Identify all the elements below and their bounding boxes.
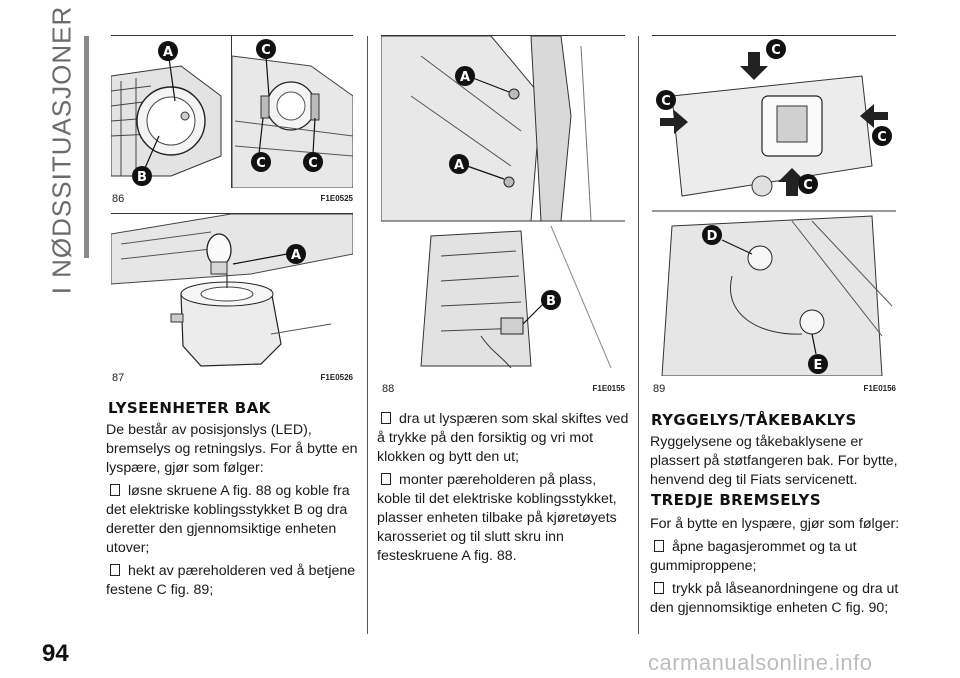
bullet-box-icon xyxy=(381,412,391,424)
fig86-caption xyxy=(112,193,353,207)
col1-bullet-1-text: løsne skruene A fig. 88 og koble fra det elektriske koblingsstykket B og dra deretter den gjennomsiktige enheten utover; xyxy=(106,483,350,556)
svg-text:A: A xyxy=(459,70,471,85)
figure-89 xyxy=(652,36,896,376)
page-number: 94 xyxy=(42,640,69,667)
col3-bullet-1 xyxy=(650,538,900,576)
fig87-code: F1E0526 xyxy=(320,373,353,382)
column-divider-2 xyxy=(638,36,639,634)
fig88-caption xyxy=(382,383,625,397)
col3-bullet-2-text: trykk på låseanordningene og dra ut den gjennomsiktige enheten C fig. 90; xyxy=(650,581,899,616)
svg-text:C: C xyxy=(256,156,266,171)
svg-text:B: B xyxy=(546,294,556,309)
figure-86 xyxy=(111,36,353,188)
svg-text:C: C xyxy=(771,43,781,58)
column-divider-1 xyxy=(367,36,368,634)
figure-86-illustration xyxy=(111,36,353,188)
col3-bullet-2 xyxy=(650,580,900,618)
section-side-title-text: I NØDSSITUASJONER xyxy=(46,5,77,295)
col1-bullet-2 xyxy=(106,562,358,600)
bullet-box-icon xyxy=(654,540,664,552)
fig86-number: 86 xyxy=(112,193,125,205)
svg-text:C: C xyxy=(661,94,671,109)
svg-text:A: A xyxy=(162,45,174,60)
col1-bullet-1 xyxy=(106,482,358,558)
section-side-bar xyxy=(84,36,89,258)
svg-text:C: C xyxy=(877,130,887,145)
figure-88-illustration xyxy=(381,36,625,368)
svg-text:D: D xyxy=(706,229,718,244)
bullet-box-icon xyxy=(110,484,120,496)
svg-text:C: C xyxy=(308,156,318,171)
svg-text:C: C xyxy=(261,43,271,58)
col1-text xyxy=(106,421,358,604)
watermark: carmanualsonline.info xyxy=(648,650,873,675)
figure-89-illustration xyxy=(652,36,896,376)
fig89-number: 89 xyxy=(653,383,666,395)
fig86-code: F1E0525 xyxy=(320,194,353,203)
svg-text:B: B xyxy=(137,170,147,185)
bullet-box-icon xyxy=(110,564,120,576)
col3-intro-2: For å bytte en lyspære, gjør som følger: xyxy=(650,516,900,532)
col2-bullet-2 xyxy=(377,471,629,566)
fig87-number: 87 xyxy=(112,372,125,384)
figure-88 xyxy=(381,36,625,368)
fig88-number: 88 xyxy=(382,383,395,395)
col3-para-1: Ryggelysene og tåkebaklysene er plassert på støtfangeren bak. For bytte, henvend deg til Fiats servicenett. xyxy=(650,434,898,488)
fig89-caption xyxy=(653,383,896,397)
fig87-caption xyxy=(112,372,353,386)
col3-heading-1: RYGGELYS/TÅKEBAKLYS xyxy=(651,411,857,429)
svg-text:A: A xyxy=(290,248,302,263)
col2-bullet-1 xyxy=(377,410,629,467)
col2-bullet-1-text: dra ut lyspæren som skal skiftes ved å trykke på den forsiktig og vri mot klokken og bytt den ut; xyxy=(377,411,629,465)
bullet-box-icon xyxy=(381,473,391,485)
col1-heading: LYSEENHETER BAK xyxy=(108,399,271,417)
col3-bullet-1-text: åpne bagasjerommet og ta ut gummiproppene; xyxy=(650,539,857,574)
col1-bullet-2-text: hekt av pæreholderen ved å betjene festene C fig. 89; xyxy=(106,563,356,598)
col2-bullet-2-text: monter pæreholderen på plass, koble til det elektriske koblingsstykket, plasser enheten tilbake på kjøretøyets karosseriet og til slutt skru inn festeskruene A fig. 88. xyxy=(377,472,617,564)
section-side-title xyxy=(44,5,80,295)
fig89-code: F1E0156 xyxy=(863,384,896,393)
figure-87 xyxy=(111,214,353,368)
col3-heading-2: TREDJE BREMSELYS xyxy=(651,491,822,509)
svg-text:A: A xyxy=(453,158,465,173)
figure-87-illustration xyxy=(111,214,353,368)
svg-text:E: E xyxy=(813,358,823,373)
col2-text xyxy=(377,410,629,570)
fig88-code: F1E0155 xyxy=(592,384,625,393)
bullet-box-icon xyxy=(654,582,664,594)
col3-text xyxy=(650,515,900,622)
svg-text:C: C xyxy=(803,178,813,193)
col1-intro: De består av posisjonslys (LED), bremselys og retningslys. For å bytte en lyspære, gjør som følger: xyxy=(106,422,358,476)
